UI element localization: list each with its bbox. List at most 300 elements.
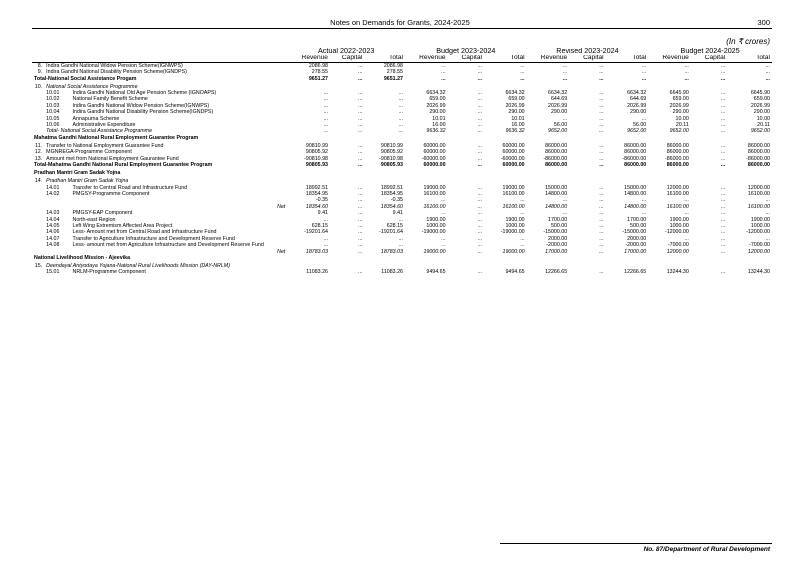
value-cell: -90810.98 xyxy=(379,155,403,162)
value-cell: ... xyxy=(323,235,328,242)
value-cell: 60000.00 xyxy=(502,142,525,149)
value-cell: ... xyxy=(720,235,726,242)
value-cell: 16100.00 xyxy=(747,203,770,210)
table-group-header xyxy=(32,48,772,55)
value-cell: 11083.26 xyxy=(381,269,403,276)
value-cell: ... xyxy=(720,269,726,276)
value-cell: 659.00 xyxy=(672,96,689,103)
page-number: 300 xyxy=(757,18,770,27)
value-cell: 6645.90 xyxy=(750,90,770,97)
value-cell: ... xyxy=(599,197,604,204)
row-number: 13. xyxy=(34,155,43,162)
value-cell: ... xyxy=(323,122,328,129)
value-cell: 86000.00 xyxy=(545,162,568,169)
row-number: 14.03 xyxy=(46,210,60,217)
value-cell: ... xyxy=(599,203,604,210)
row-number: 14.04 xyxy=(46,216,60,223)
row-number: 8. xyxy=(37,62,43,69)
value-cell: ... xyxy=(720,122,726,129)
value-cell: ... xyxy=(599,96,604,103)
value-cell: ... xyxy=(684,75,689,82)
value-cell: ... xyxy=(599,109,604,116)
value-cell: ... xyxy=(398,115,403,122)
value-cell: ... xyxy=(599,102,604,109)
value-cell: ... xyxy=(477,269,483,276)
value-cell: ... xyxy=(599,210,604,217)
value-cell: 2026.99 xyxy=(426,102,446,109)
value-cell: ... xyxy=(358,269,363,276)
value-cell: ... xyxy=(599,248,604,255)
value-cell: ... xyxy=(720,210,726,217)
value-cell: 278.55 xyxy=(386,69,403,76)
indent-cell xyxy=(32,269,44,275)
value-cell: 16.00 xyxy=(432,122,446,129)
row-number: 10.03 xyxy=(46,102,60,109)
value-cell: 644.69 xyxy=(630,96,647,103)
row-label: Total- National Social Assistance Programme xyxy=(46,128,153,135)
value-cell: 86000.00 xyxy=(666,162,689,169)
value-cell: 659.00 xyxy=(429,96,446,103)
value-cell: 12000.00 xyxy=(666,248,689,255)
value-cell: ... xyxy=(641,75,647,82)
value-cell: ... xyxy=(520,69,525,76)
value-cell: ... xyxy=(477,102,483,109)
value-cell: ... xyxy=(599,149,604,156)
value-cell: 2000.00 xyxy=(627,235,647,242)
value-cell: 18354.60 xyxy=(305,203,328,210)
value-cell: ... xyxy=(477,69,483,76)
value-cell: 10.00 xyxy=(675,115,689,122)
value-cell: -0.35 xyxy=(315,197,328,204)
row-label: Left Wing Extremism Affected Area Project xyxy=(72,222,173,229)
value-cell: 12266.65 xyxy=(624,269,647,276)
value-cell: ... xyxy=(562,62,568,69)
value-cell: 628.15 xyxy=(311,222,328,229)
value-cell: ... xyxy=(477,197,483,204)
value-cell: 16100.00 xyxy=(423,203,446,210)
value-cell: 19000.00 xyxy=(423,248,446,255)
row-number: 15. xyxy=(34,262,43,269)
value-cell: 290.00 xyxy=(630,109,647,116)
value-cell: -90810.98 xyxy=(304,155,328,162)
value-cell: ... xyxy=(358,229,363,236)
value-cell: 18992.51 xyxy=(380,184,403,191)
value-cell: 86000.00 xyxy=(747,149,770,156)
value-cell: -2000.00 xyxy=(625,242,647,249)
value-cell: ... xyxy=(599,142,604,149)
value-cell: ... xyxy=(398,109,403,116)
value-cell: ... xyxy=(441,197,446,204)
value-cell: ... xyxy=(477,210,483,217)
table-row xyxy=(32,170,772,178)
value-cell: -86000.00 xyxy=(746,155,770,162)
row-number: 10.04 xyxy=(46,109,60,116)
value-cell: ... xyxy=(641,69,647,76)
value-cell: 18354.95 xyxy=(380,190,403,197)
value-cell: -12000.00 xyxy=(664,229,689,236)
table-row xyxy=(32,162,772,170)
value-cell: ... xyxy=(599,190,604,197)
value-cell: ... xyxy=(477,216,483,223)
value-cell: 90805.93 xyxy=(305,162,328,169)
value-cell: 86000.00 xyxy=(624,162,647,169)
value-cell: 90810.99 xyxy=(305,142,328,149)
value-cell: ... xyxy=(720,229,726,236)
row-label: Amount met from National Employment Gaurantee Fund xyxy=(46,155,179,162)
value-cell: -15000.00 xyxy=(543,229,568,236)
value-cell: 9651.27 xyxy=(308,75,328,82)
value-cell: ... xyxy=(765,210,770,217)
column-header: Revenue xyxy=(527,55,570,62)
value-cell: ... xyxy=(720,222,726,229)
value-cell: ... xyxy=(323,128,328,135)
value-cell: 6634.32 xyxy=(426,90,446,97)
value-cell: ... xyxy=(562,197,568,204)
value-cell: ... xyxy=(720,155,726,162)
value-cell: ... xyxy=(358,184,363,191)
value-cell: ... xyxy=(599,222,604,229)
value-cell: ... xyxy=(720,184,726,191)
value-cell: ... xyxy=(599,69,604,76)
value-cell: 6634.32 xyxy=(505,90,525,97)
value-cell: ... xyxy=(599,216,604,223)
value-cell: ... xyxy=(358,90,363,97)
value-cell: 56.00 xyxy=(632,122,647,129)
value-cell: ... xyxy=(477,203,483,210)
value-cell: ... xyxy=(520,242,525,249)
value-cell: 60000.00 xyxy=(423,149,446,156)
value-cell: 16100.00 xyxy=(666,203,689,210)
row-number: 10.02 xyxy=(46,96,60,103)
row-number: 11. xyxy=(35,142,43,149)
value-cell: 9.41 xyxy=(392,210,403,217)
value-cell: ... xyxy=(358,210,363,217)
row-number: 10.06 xyxy=(46,122,60,129)
group-header: Revised 2023-2024 xyxy=(556,48,619,55)
value-cell: 14800.00 xyxy=(545,203,568,210)
row-label: PMGSY-EAP Component xyxy=(72,210,133,217)
value-cell: ... xyxy=(441,210,446,217)
value-cell: 90805.92 xyxy=(305,149,328,156)
value-cell: 16100.00 xyxy=(502,203,525,210)
value-cell: -7000.00 xyxy=(667,242,689,249)
value-cell: 2026.99 xyxy=(548,102,568,109)
value-cell: ... xyxy=(477,162,483,169)
value-cell: 10.01 xyxy=(432,115,446,122)
value-cell: 12266.65 xyxy=(545,269,568,276)
value-cell: ... xyxy=(398,102,403,109)
value-cell: -15000.00 xyxy=(622,229,647,236)
row-label: National Livelihood Mission - Ajeevika xyxy=(34,254,131,261)
value-cell: ... xyxy=(765,69,770,76)
value-cell: 86000.00 xyxy=(747,162,770,169)
value-cell: 6634.32 xyxy=(548,90,568,97)
value-cell: ... xyxy=(358,69,363,76)
value-cell: 18783.03 xyxy=(380,248,403,255)
value-cell: ... xyxy=(358,62,363,69)
value-cell: ... xyxy=(720,69,726,76)
value-cell: 2026.99 xyxy=(627,102,647,109)
value-cell: ... xyxy=(477,242,483,249)
value-cell: ... xyxy=(477,142,483,149)
row-label: Transfer to Central Road and Infrastructure Fund xyxy=(72,184,188,191)
value-cell: ... xyxy=(441,62,446,69)
row-number: 14.07 xyxy=(46,235,60,242)
value-cell: 20.11 xyxy=(675,122,689,129)
value-cell: 13244.30 xyxy=(747,269,770,276)
value-cell: 60000.00 xyxy=(502,149,525,156)
value-cell: ... xyxy=(599,162,604,169)
group-header: Budget 2024-2025 xyxy=(680,48,740,55)
column-header: Total xyxy=(364,55,405,62)
expenditure-table xyxy=(32,48,772,276)
value-cell: 16100.00 xyxy=(666,190,689,197)
row-label: Total-Mahatma Gandhi National Rural Employment Guarantee Program xyxy=(34,162,213,169)
group-header: Actual 2022-2023 xyxy=(318,48,375,55)
value-cell: ... xyxy=(765,62,770,69)
value-cell: ... xyxy=(323,102,328,109)
value-cell: ... xyxy=(398,122,403,129)
value-cell: ... xyxy=(720,109,726,116)
value-cell: ... xyxy=(398,235,403,242)
blank-cells xyxy=(287,170,772,178)
value-cell: 16100.00 xyxy=(747,190,770,197)
row-label: Annapurna Scheme xyxy=(72,115,120,122)
value-cell: 12000.00 xyxy=(666,184,689,191)
value-cell: ... xyxy=(358,128,363,135)
row-label: Pradhan Mantri Gram Sadak Yojna xyxy=(46,178,129,185)
row-label: National Family Benefit Scheme xyxy=(72,96,148,103)
value-cell: 20.11 xyxy=(757,122,770,129)
value-cell: 12000.00 xyxy=(747,184,770,191)
row-number: 9. xyxy=(37,69,43,76)
value-cell: ... xyxy=(599,62,604,69)
value-cell: ... xyxy=(520,210,525,217)
row-number: 10. xyxy=(34,83,43,90)
value-cell: 2026.99 xyxy=(669,102,689,109)
row-number: 14.05 xyxy=(46,222,60,229)
value-cell: 86000.00 xyxy=(747,142,770,149)
value-cell: ... xyxy=(323,96,328,103)
value-cell: ... xyxy=(720,90,726,97)
value-cell: ... xyxy=(562,210,568,217)
row-label: Deendayal Antyodaya Yojana-National Rural Livelihoods Mission (DAY-NRLM) xyxy=(46,262,230,269)
row-number: 14.02 xyxy=(46,190,60,197)
value-cell: ... xyxy=(398,242,403,249)
value-cell: -86000.00 xyxy=(664,155,689,162)
value-cell: ... xyxy=(641,210,647,217)
value-cell: 17000.00 xyxy=(545,248,568,255)
value-cell: ... xyxy=(323,115,328,122)
value-cell: 9494.65 xyxy=(426,269,446,276)
value-cell: ... xyxy=(477,190,483,197)
value-cell: ... xyxy=(358,222,363,229)
value-cell: 15000.00 xyxy=(624,184,647,191)
value-cell: ... xyxy=(323,242,328,249)
value-cell: 11083.26 xyxy=(306,269,328,276)
value-cell: ... xyxy=(599,115,604,122)
row-label: Net xyxy=(277,248,286,255)
value-cell: 2086.98 xyxy=(383,62,403,69)
value-cell: 500.00 xyxy=(630,222,647,229)
value-cell: 9636.32 xyxy=(426,128,446,135)
value-cell: ... xyxy=(720,96,726,103)
value-cell: -2000.00 xyxy=(546,242,568,249)
value-cell: ... xyxy=(599,229,604,236)
value-cell: ... xyxy=(477,62,483,69)
value-cell: ... xyxy=(684,62,689,69)
value-cell: ... xyxy=(358,122,363,129)
value-cell: 10.01 xyxy=(511,115,525,122)
value-cell: 2026.99 xyxy=(505,102,525,109)
value-cell: 19000.00 xyxy=(502,248,525,255)
column-header: Capital xyxy=(569,55,605,62)
value-cell: ... xyxy=(398,216,403,223)
value-cell: ... xyxy=(398,96,403,103)
table-body xyxy=(32,62,772,275)
value-cell: ... xyxy=(441,75,446,82)
value-cell: ... xyxy=(477,222,483,229)
row-number: 14.08 xyxy=(46,242,60,249)
row-number: 14.06 xyxy=(46,229,60,236)
value-cell: 9.41 xyxy=(317,210,328,217)
document-title: Notes on Demands for Grants, 2024-2025 xyxy=(330,18,470,27)
value-cell: -12000.00 xyxy=(746,229,770,236)
value-cell: ... xyxy=(477,109,483,116)
value-cell: 628.15 xyxy=(386,222,403,229)
value-cell: 9652.00 xyxy=(750,128,770,135)
value-cell: ... xyxy=(765,235,770,242)
value-cell: 14800.00 xyxy=(624,203,647,210)
value-cell: ... xyxy=(684,69,689,76)
row-number: 10.05 xyxy=(46,115,60,122)
value-cell: 644.69 xyxy=(550,96,568,103)
value-cell: ... xyxy=(358,142,363,149)
value-cell: -86000.00 xyxy=(543,155,568,162)
value-cell: 2086.98 xyxy=(308,62,328,69)
column-header: Revenue xyxy=(287,55,330,62)
value-cell: 290.00 xyxy=(672,109,689,116)
value-cell: ... xyxy=(323,216,328,223)
table-row xyxy=(32,62,772,69)
row-label: NRLM-Programme Component xyxy=(72,269,146,276)
column-header: Capital xyxy=(330,55,364,62)
row-label: Indira Gandhi National Widow Pension Scheme(IGNWPS) xyxy=(72,102,210,109)
value-cell: ... xyxy=(477,248,483,255)
value-cell: ... xyxy=(599,269,604,276)
value-cell: 1900.00 xyxy=(750,216,770,223)
value-cell: ... xyxy=(358,242,363,249)
value-cell: 9652.00 xyxy=(627,128,647,135)
value-cell: 56.00 xyxy=(553,122,568,129)
value-cell: ... xyxy=(358,190,363,197)
value-cell: ... xyxy=(641,62,647,69)
row-label: PMGSY-Programme Component xyxy=(72,190,150,197)
value-cell: 1000.00 xyxy=(505,222,525,229)
value-cell: ... xyxy=(358,75,363,82)
value-cell: 1900.00 xyxy=(669,216,689,223)
value-cell: ... xyxy=(520,62,525,69)
value-cell: ... xyxy=(599,122,604,129)
value-cell: -19000.00 xyxy=(421,229,446,236)
value-cell: 12000.00 xyxy=(747,248,770,255)
value-cell: 1000.00 xyxy=(669,222,689,229)
value-cell: ... xyxy=(720,142,726,149)
value-cell: ... xyxy=(398,128,403,135)
value-cell: ... xyxy=(720,128,726,135)
value-cell: ... xyxy=(477,115,483,122)
row-label: Net xyxy=(277,203,286,210)
units-note: (In ₹ crores) xyxy=(726,37,770,46)
value-cell: ... xyxy=(477,229,483,236)
value-cell: ... xyxy=(477,128,483,135)
value-cell: -19201.64 xyxy=(379,229,403,236)
row-label: MGNREGA-Programme Component xyxy=(46,149,132,156)
value-cell: ... xyxy=(441,69,446,76)
value-cell: ... xyxy=(520,75,525,82)
value-cell: -19201.64 xyxy=(304,229,328,236)
value-cell: ... xyxy=(720,115,726,122)
value-cell: 290.00 xyxy=(508,109,525,116)
value-cell: 86000.00 xyxy=(624,149,647,156)
value-cell: ... xyxy=(720,62,726,69)
row-label: Indira Gandhi National Widow Pension Scheme(IGNWPS) xyxy=(46,62,183,69)
value-cell: ... xyxy=(720,190,726,197)
footer-text: No. 87/Department of Rural Development xyxy=(643,546,770,553)
row-label: North-east Region xyxy=(72,216,116,223)
row-label: Transfer to Agriculture Infrastructure and Development Reserve Fund xyxy=(72,235,235,242)
value-cell: 6634.32 xyxy=(627,90,647,97)
value-cell: ... xyxy=(358,149,363,156)
row-label: Administrative Expenditure xyxy=(72,122,136,129)
row-label: Indira Gandhi National Old Age Pension Scheme (IGNOAPS) xyxy=(72,90,217,97)
value-cell: 500.00 xyxy=(550,222,568,229)
value-cell: 17000.00 xyxy=(624,248,647,255)
value-cell: ... xyxy=(477,122,483,129)
value-cell: 290.00 xyxy=(429,109,446,116)
value-cell: ... xyxy=(599,75,604,82)
value-cell: ... xyxy=(477,184,483,191)
value-cell: ... xyxy=(720,242,726,249)
value-cell: ... xyxy=(684,197,689,204)
value-cell: 86000.00 xyxy=(666,149,689,156)
value-cell: 18783.03 xyxy=(305,248,328,255)
value-cell: ... xyxy=(599,128,604,135)
value-cell: ... xyxy=(684,210,689,217)
value-cell: -60000.00 xyxy=(421,155,446,162)
value-cell: ... xyxy=(477,235,483,242)
value-cell: 18992.51 xyxy=(305,184,328,191)
value-cell: ... xyxy=(358,197,363,204)
value-cell: ... xyxy=(684,235,689,242)
value-cell: 659.00 xyxy=(753,96,770,103)
value-cell: -7000.00 xyxy=(749,242,770,249)
value-cell: -0.35 xyxy=(390,197,403,204)
row-label: Indira Gandhi National Disability Pension Scheme(IGNDPS) xyxy=(72,109,214,116)
column-header: Capital xyxy=(448,55,484,62)
value-cell: -86000.00 xyxy=(622,155,647,162)
value-cell: 1700.00 xyxy=(548,216,568,223)
row-number: 15.01 xyxy=(46,269,60,276)
value-cell: -19000.00 xyxy=(500,229,525,236)
row-number: 12. xyxy=(34,149,43,156)
value-cell: 290.00 xyxy=(550,109,568,116)
row-label: Less- Amount met from Central Road and Infrastructure Fund xyxy=(72,229,217,236)
value-cell: ... xyxy=(358,248,363,255)
value-cell: ... xyxy=(599,242,604,249)
value-cell: ... xyxy=(358,216,363,223)
value-cell: ... xyxy=(562,75,568,82)
